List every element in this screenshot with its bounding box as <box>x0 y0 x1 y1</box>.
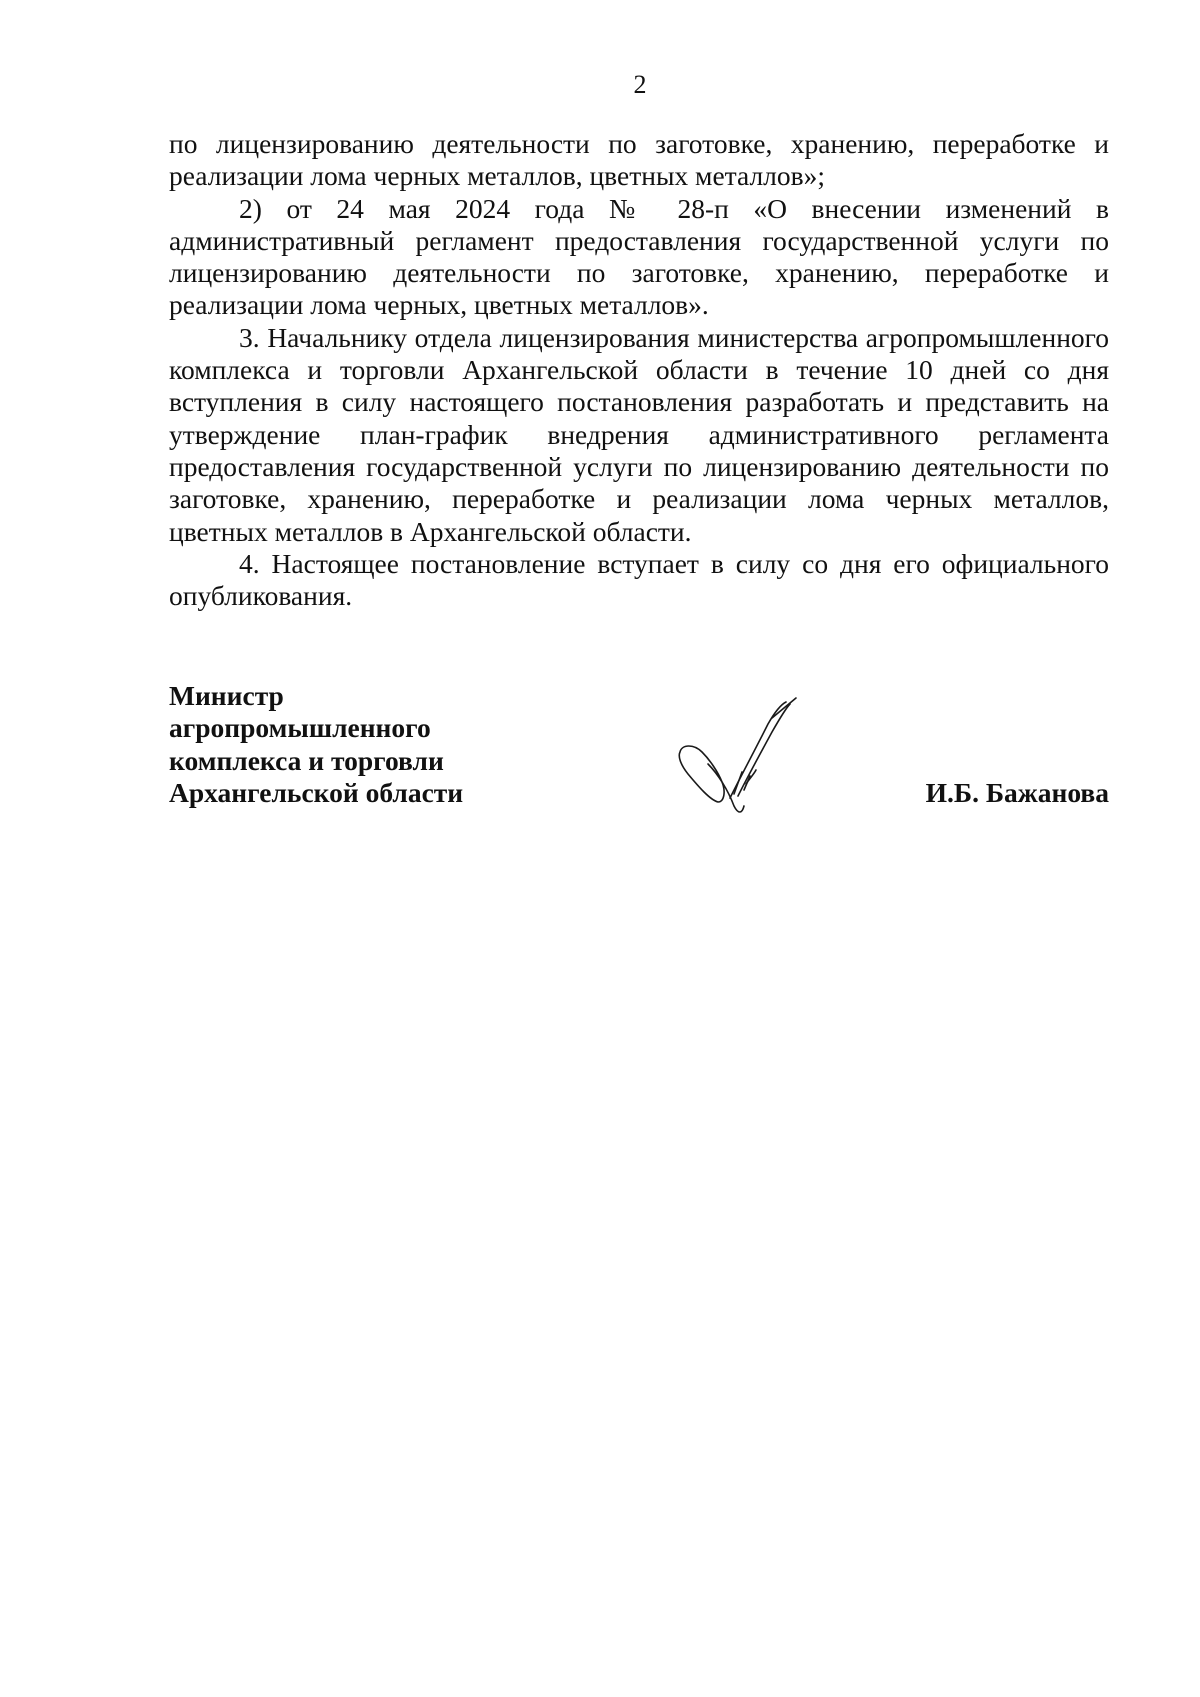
signatory-name: И.Б. Бажанова <box>925 777 1109 808</box>
handwritten-signature <box>672 694 802 824</box>
paragraph-continuation: по лицензированию деятельности по заготовке, хранению, переработке и реализации лома черных металлов, цветных металлов»; <box>169 128 1109 192</box>
signature-block <box>169 680 1109 820</box>
paragraph-item-2: 2) от 24 мая 2024 года № 28-п «О внесении изменений в административный регламент предоставления государственной услуги по лицензированию деятельности по заготовке, хранению, переработке и реализации лома черных, цветных металлов». <box>169 192 1109 321</box>
signatory-title-line: агропромышленного <box>169 712 431 744</box>
page-number: 2 <box>633 70 647 99</box>
signatory-title <box>169 680 463 809</box>
signatory-title-line: Министр <box>169 680 284 711</box>
signatory-title-line: комплекса и торговли <box>169 744 444 776</box>
paragraph-item-3: 3. Начальнику отдела лицензирования министерства агропромышленного комплекса и торговли Архангельской области в течение 10 дней со дня вступления в силу настоящего постановления разработать и представить на утверждение план-график внедрения административного регламента предоставления государственной услуги по лицензированию деятельности по заготовке, хранению, переработке и реализации лома черных металлов, цветных металлов в Архангельской области. <box>169 321 1109 547</box>
paragraph-item-4: 4. Настоящее постановление вступает в силу со дня его официального опубликования. <box>169 547 1109 612</box>
document-body <box>169 128 1109 612</box>
signatory-title-line: Архангельской области <box>169 776 464 808</box>
